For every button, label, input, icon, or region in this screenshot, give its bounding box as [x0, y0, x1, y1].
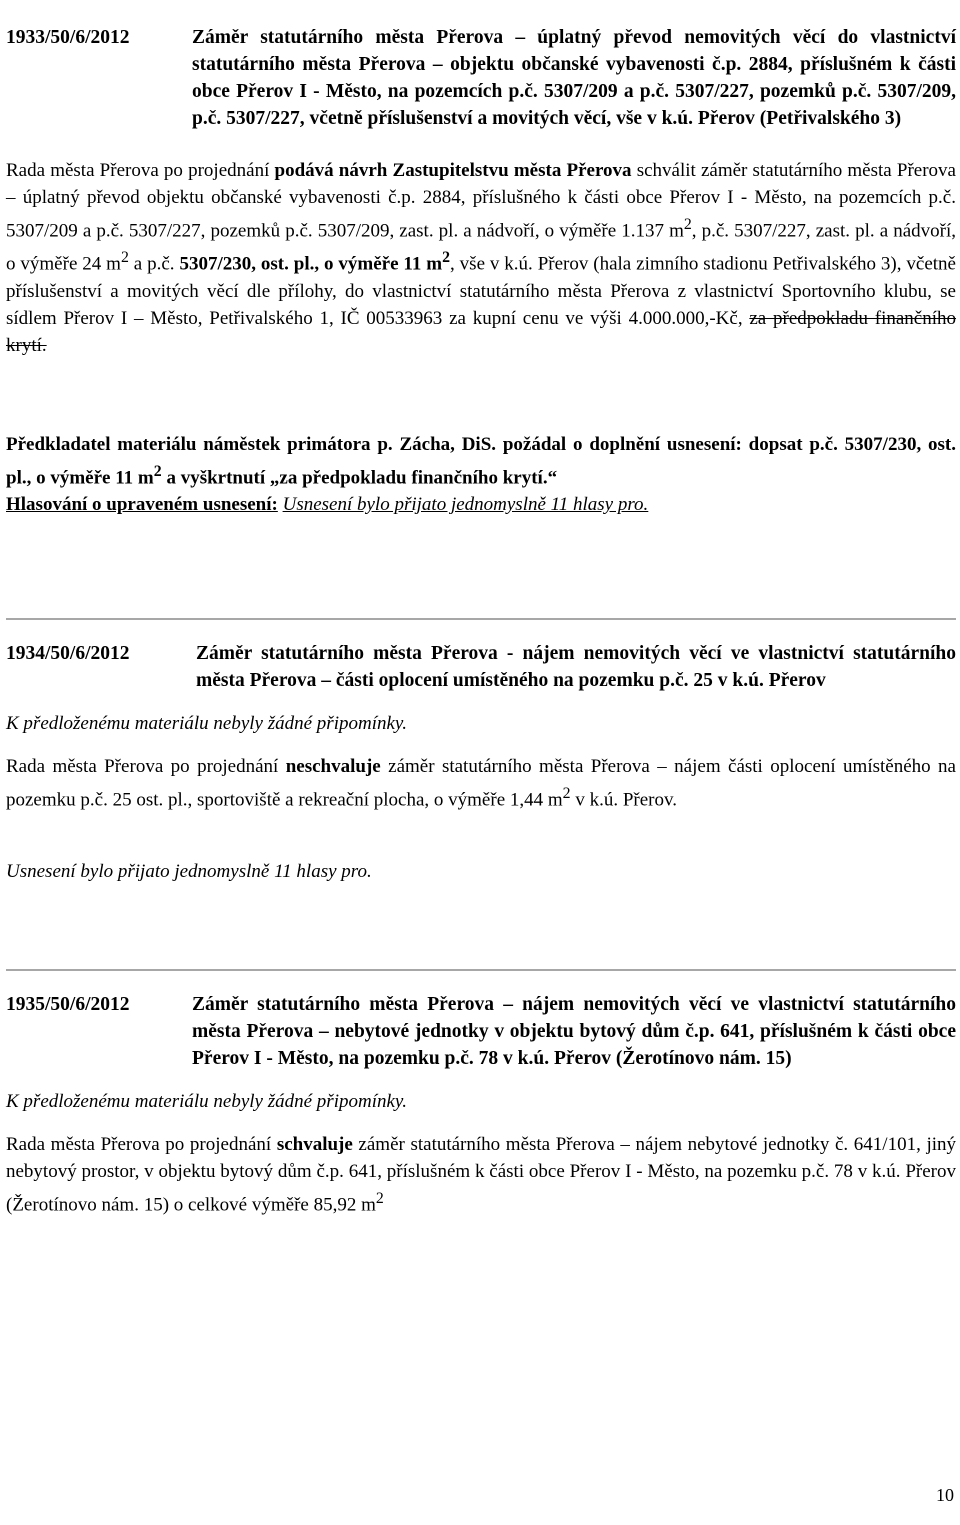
- resolution-header: [6, 640, 956, 694]
- resolution-text: Rada města Přerova po projednání neschvaluje záměr statutárního města Přerova – nájem části oplocení umístěného na pozemku p.č. 25 ost. pl., sportoviště a rekreační plocha, o výměře 1,44 $m^2$ v k.ú. Přerov.: [6, 755, 956, 811]
- resolution-title: Záměr statutárního města Přerova – úplatný převod nemovitých věcí do vlastnictví statutárního města Přerova – objektu občanské vybavenosti č.p. 2884, příslušném k části obce Přerov I - Město, na pozemcích p.č. 5307/209 a p.č. 5307/227, pozemků p.č. 5307/209, p.č. 5307/227, včetně příslušenství a movitých věcí, vše v k.ú. Přerov (Petřivalského 3): [192, 27, 956, 129]
- document-page: [6, 24, 956, 1219]
- resolution-text: Rada města Přerova po projednání podává návrh Zastupitelstvu města Přerova schválit záměr statutárního města Přerova – úplatný převod objektu občanské vybavenosti č.p. 2884, příslušného k části obce Přerov I - Město, na pozemcích p.č. 5307/209 a p.č. 5307/227, pozemků p.č. 5307/209, zast. pl. a nádvoří, o výměře 1.137 $m^2$, p.č. 5307/227, zast. pl. a nádvoří, o výměře 24 $m^2$ a p.č. 5307/230, ost. pl., o výměře 11 $m^2$, vše v k.ú. Přerov (hala zimního stadionu Petřivalského 3), včetně příslušenství a movitých věcí dle přílohy, do vlastnictví statutárního města Přerova z vlastnictví Sportovního klubu, se sídlem Přerov I – Město, Petřivalského 1, IČ 00533963 za kupní cenu ve výši 4.000.000,-Kč, za předpokladu finančního krytí.: [6, 160, 957, 356]
- resolution-title: Záměr statutárního města Přerova - nájem nemovitých věcí ve vlastnictví statutárního města Přerova – části oplocení umístěného na pozemku p.č. 25 v k.ú. Přerov: [196, 642, 956, 691]
- resolution-text: Rada města Přerova po projednání schvaluje záměr statutárního města Přerova – nájem nebytové jednotky č. 641/101, jiný nebytový prostor, v objektu bytový dům č.p. 641, příslušném k části obce Přerov I - Město, na pozemku p.č. 78 v k.ú. Přerov (Žerotínovo nám. 15) o celkové výměře 85,92 $m^2$: [6, 1134, 956, 1216]
- resolution-header: [6, 991, 956, 1072]
- resolution-number: 1933/50/6/2012: [6, 27, 130, 48]
- resolution-1933: [6, 24, 956, 518]
- resolution-number: 1935/50/6/2012: [6, 994, 130, 1016]
- remarks-note: K předloženému materiálu nebyly žádné připomínky.: [6, 712, 408, 734]
- resolution-1934: [6, 640, 956, 885]
- remarks-note: K předloženému materiálu nebyly žádné připomínky.: [6, 1091, 408, 1113]
- vote-label: Hlasování o upraveném usnesení:: [6, 493, 278, 515]
- vote-result: Usnesení bylo přijato jednomyslně 11 hlasy pro.: [6, 861, 372, 883]
- resolution-1935: [6, 991, 956, 1218]
- resolution-title: Záměr statutárního města Přerova – nájem nemovitých věcí ve vlastnictví statutárního města Přerova – nebytové jednotky v objektu bytový dům č.p. 641, příslušném k části obce Přerov I - Město, na pozemku p.č. 78 v k.ú. Přerov (Žerotínovo nám. 15): [192, 994, 956, 1070]
- page-number: 10: [936, 1485, 954, 1505]
- struck-text: za předpokladu finančního krytí.: [6, 307, 957, 356]
- vote-line: [6, 491, 956, 518]
- resolution-number: 1934/50/6/2012: [6, 642, 130, 664]
- vote-result: Usnesení bylo přijato jednomyslně 11 hlasy pro.: [282, 493, 649, 515]
- amendment-text: Předkladatel materiálu náměstek primátora p. Zácha, DiS. požádal o doplnění usnesení: dopsat p.č. 5307/230, ost. pl., o výměře 11 $m^2$ a vyškrtnutí „za předpokladu finančního krytí.“: [6, 433, 956, 488]
- resolution-header: [6, 24, 956, 132]
